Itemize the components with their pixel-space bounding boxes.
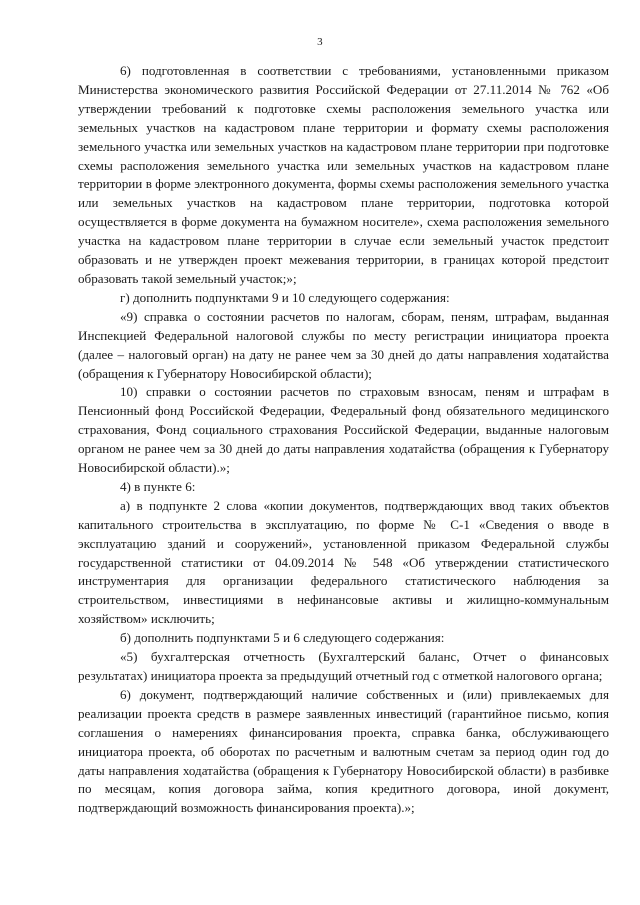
paragraph-item-9-tax-certificate: «9) справка о состоянии расчетов по налогам, сборам, пеням, штрафам, выданная Инспекцией Федеральной налоговой службы по месту регистрации инициатора проекта (далее – налоговый орган) на дату не ранее чем за 30 дней до даты направления ходатайства (обращения к Губернатору Новосибирской области); (78, 308, 609, 381)
paragraph-item-6-scheme: 6) подготовленная в соответствии с требованиями, установленными приказом Министерства экономического развития Российской Федерации от 27.11.2014 № 762 «Об утверждении требований к подготовке схемы расположения земельного участка или земельных участков на кадастровом плане территории и формату схемы расположения земельного участка или земельных участков на кадастровом плане территории при подготовке схемы расположения земельного участка или земельных участков на кадастровом плане территории в форме электронного документа, формы схемы расположения земельного участка или земельных участков на кадастровом плане территории, подготовка которой осуществляется в форме документа на бумажном носителе», схема расположения земельного участка на кадастровом плане территории в случае если земельный участок предстоит образовать и не утвержден проект межевания территории, в границах которой предстоит образовать такой земельный участок;»; (78, 63, 609, 286)
paragraph-item-10-insurance-certificates: 10) справки о состоянии расчетов по страховым взносам, пеням и штрафам в Пенсионный фонд Российской Федерации, Федеральный фонд обязательного медицинского страхования, Фонд социального страхования Российской Федерации, выданные налоговым органом не ранее чем за 30 дней до даты направления ходатайства (обращения к Губернатору Новосибирской области).»; (78, 384, 609, 476)
paragraph-subitem-b: б) дополнить подпунктами 5 и 6 следующего содержания: (120, 630, 445, 646)
paragraph-item-5-accounting: «5) бухгалтерская отчетность (Бухгалтерский баланс, Отчет о финансовых результатах) инициатора проекта за предыдущий отчетный год с отметкой налогового органа; (78, 649, 609, 683)
paragraph-item-6-funds-document: 6) документ, подтверждающий наличие собственных и (или) привлекаемых для реализации проекта средств в размере заявленных инвестиций (гарантийное письмо, копия соглашения о намерениях финансирования проекта, справка банка, обслуживающего инициатора проекта, об оборотах по расчетным и валютным счетам за период один год до даты направления ходатайства (обращения к Губернатору Новосибирской области) в разбивке по месяцам, копия договора займа, копия кредитного договора, иной документ, подтверждающий возможность финансирования проекта).»; (78, 686, 609, 816)
document-body (78, 62, 609, 818)
paragraph-subitem-g: г) дополнить подпунктами 9 и 10 следующего содержания: (120, 289, 450, 305)
page-number: 3 (317, 36, 323, 48)
paragraph-subitem-a: а) в подпункте 2 слова «копии документов, подтверждающих ввод таких объектов капитального строительства в эксплуатацию, по форме № С-1 «Сведения о вводе в эксплуатацию зданий и сооружений», установленной приказом Федеральной службы государственной статистики от 04.09.2014 № 548 «Об утверждении статистического инструментария для организации федерального статистического наблюдения за строительством, инвестициями в нефинансовые активы и жилищно-коммунальным хозяйством» исключить; (78, 497, 609, 627)
paragraph-point-4: 4) в пункте 6: (120, 478, 196, 494)
